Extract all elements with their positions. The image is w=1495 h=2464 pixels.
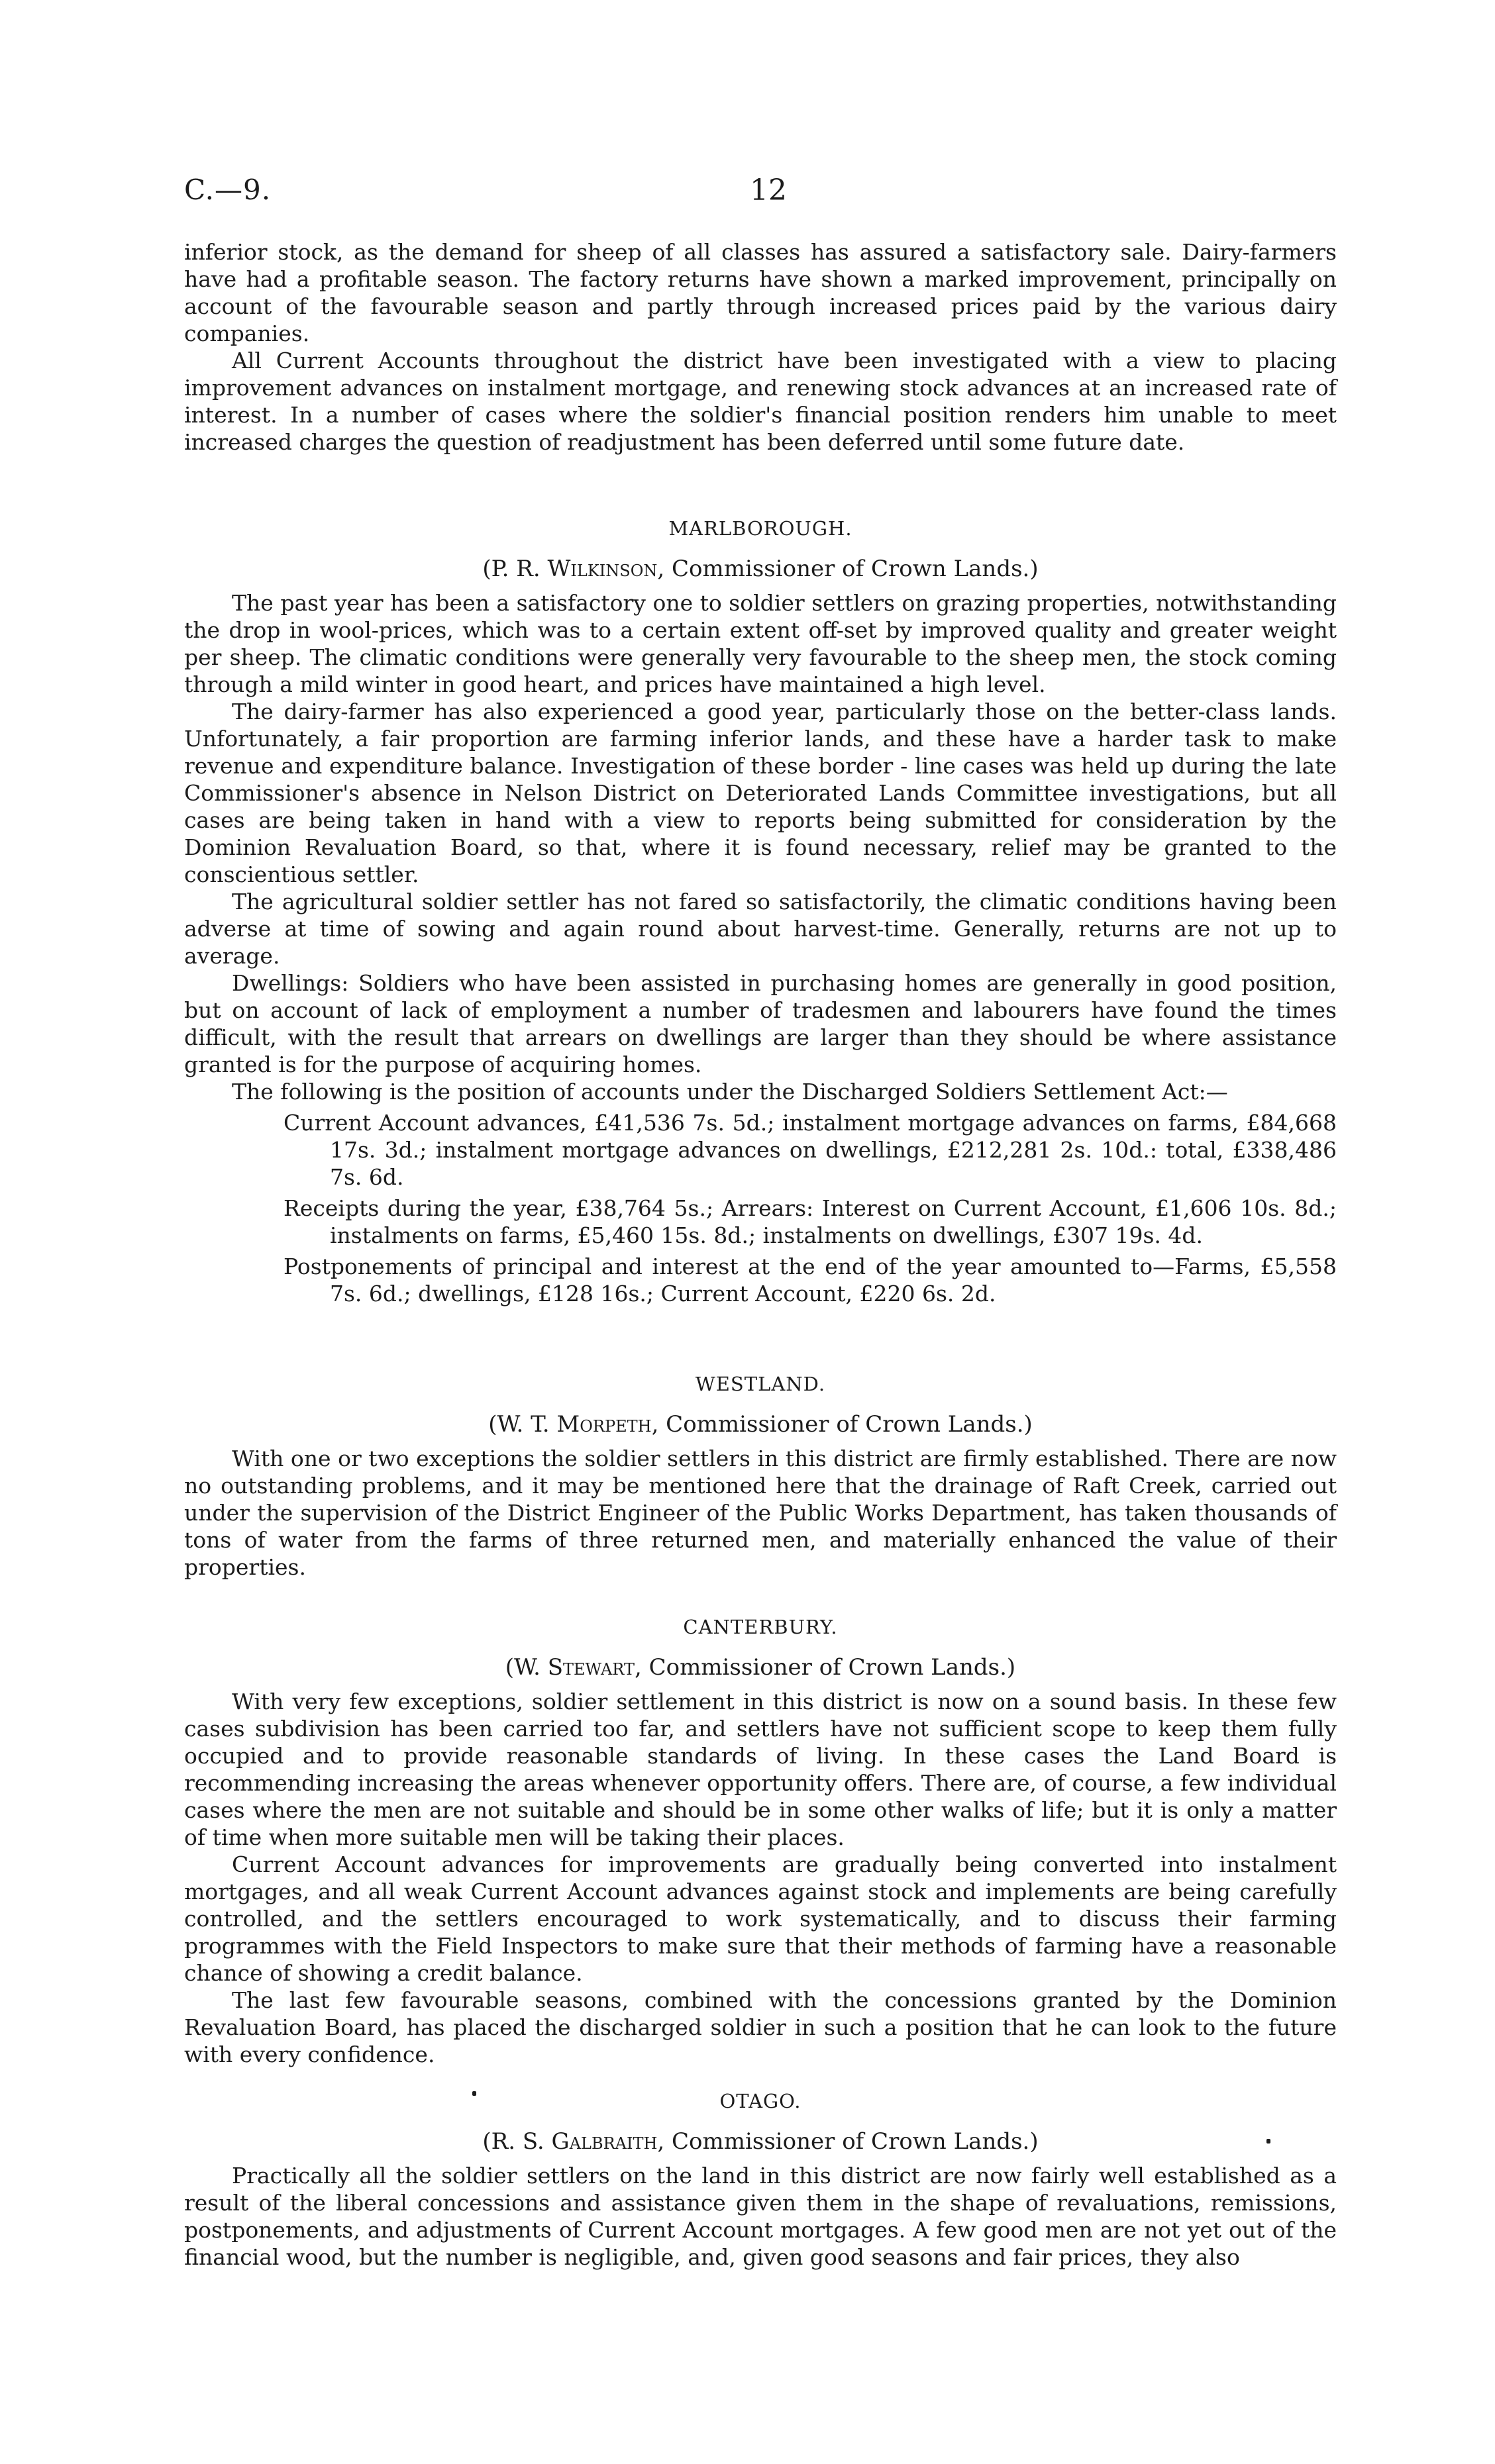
commissioner-line: (W. Stewart, Commissioner of Crown Lands.) (505, 1654, 1016, 1681)
section-title: MARLBOROUGH. (668, 517, 852, 540)
section-title: WESTLAND. (695, 1373, 826, 1395)
paragraph: Dwellings: Soldiers who have been assisted in purchasing homes are generally in good position, but on account of lack of employment a number of tradesmen and labourers have found the times difficult, with the result that arrears on dwellings are larger than they should be where assistance granted is for the purpose of acquiring homes. (184, 970, 1337, 1077)
section-westland (184, 1371, 1337, 1581)
accounts-entry: Current Account advances, £41,536 7s. 5d.; instalment mortgage advances on farms, £84,668 17s. 3d.; instalment mortgage advances on dwellings, £212,281 2s. 10d.: total, £338,486 7s. 6d. (284, 1110, 1337, 1190)
commissioner-name: Stewart (547, 1654, 635, 1681)
commissioner-name: Wilkinson (547, 556, 658, 582)
commissioner-line: (P. R. Wilkinson, Commissioner of Crown Lands.) (482, 556, 1039, 582)
page-body (184, 238, 1337, 2271)
ink-speck (1266, 2139, 1270, 2144)
ink-speck (472, 2091, 476, 2096)
commissioner-name: Morpeth (556, 1411, 652, 1438)
paragraph: The past year has been a satisfactory one to soldier settlers on grazing properties, notwithstanding the drop in wool-prices, which was to a certain extent off-set by improved quality and greater weight per sheep. The climatic conditions were generally very favourable to the sheep men, the stock coming through a mild winter in good heart, and prices have maintained a high level. (184, 590, 1337, 697)
accounts-entry: Receipts during the year, £38,764 5s.; Arrears: Interest on Current Account, £1,606 10s. 8d.; instalments on farms, £5,460 15s. 8d.; instalments on dwellings, £307 19s. 4d. (284, 1195, 1337, 1248)
commissioner-line: (R. S. Galbraith, Commissioner of Crown Lands.) (482, 2128, 1039, 2155)
commissioner-name: Galbraith (551, 2128, 658, 2155)
section-title: CANTERBURY. (683, 1616, 838, 1638)
intro-paragraph: inferior stock, as the demand for sheep of all classes has assured a satisfactory sale. Dairy-farmers have had a profitable season. The factory returns have shown a marked improvement, principally on account of the favourable season and partly through increased prices paid by the various dairy companies. (184, 239, 1337, 346)
page-header (184, 173, 1337, 213)
paragraph: Practically all the soldier settlers on the land in this district are now fairly well established as a result of the liberal concessions and assistance given them in the shape of revaluations, remissions, postponements, and adjustments of Current Account mortgages. A few good men are not yet out of the financial wood, but the number is negligible, and, given good seasons and fair prices, they also (184, 2163, 1337, 2270)
paragraph: The dairy-farmer has also experienced a good year, particularly those on the better-class lands. Unfortunately, a fair proportion are farming inferior lands, and these have a harder task to make revenue and expenditure balance. Investigation of these border - line cases was held up during the late Commissioner's absence in Nelson District on Deteriorated Lands Committee investigations, but all cases are being taken in hand with a view to reports being submitted for consideration by the Dominion Revaluation Board, so that, where it is found necessary, relief may be granted to the conscientious settler. (184, 699, 1337, 887)
page-number: 12 (750, 173, 787, 207)
intro-paragraph: All Current Accounts throughout the district have been investigated with a view to placing improvement advances on instalment mortgage, and renewing stock advances at an increased rate of interest. In a number of cases where the soldier's financial position renders him unable to meet increased charges the question of readjustment has been deferred until some future date. (184, 348, 1337, 455)
accounts-entry: Postponements of principal and interest at the end of the year amounted to—Farms, £5,558 7s. 6d.; dwellings, £128 16s.; Current Account, £220 6s. 2d. (284, 1254, 1337, 1306)
section-marlborough (184, 515, 1337, 1307)
paragraph: The agricultural soldier settler has not fared so satisfactorily, the climatic conditions having been adverse at time of sowing and again round about harvest-time. Generally, returns are not up to average. (184, 889, 1337, 969)
section-canterbury (184, 1614, 1337, 2068)
paragraph: Current Account advances for improvements are gradually being converted into instalment mortgages, and all weak Current Account advances against stock and implements are being carefully controlled, and the settlers encouraged to work systematically, and to discuss their farming programmes with the Field Inspectors to make sure that their methods of farming have a reasonable chance of showing a credit balance. (184, 1851, 1337, 1986)
commissioner-line: (W. T. Morpeth, Commissioner of Crown Lands.) (488, 1411, 1033, 1438)
paragraph: With very few exceptions, soldier settlement in this district is now on a sound basis. In these few cases subdivision has been carried too far, and settlers have not sufficient scope to keep them fully occupied and to provide reasonable standards of living. In these cases the Land Board is recommending increasing the areas whenever opportunity offers. There are, of course, a few individual cases where the men are not suitable and should be in some other walks of life; but it is only a matter of time when more suitable men will be taking their places. (184, 1689, 1337, 1850)
paragraph: The following is the position of accounts under the Discharged Soldiers Settlement Act:— (232, 1079, 1228, 1105)
document-reference: C.—9. (184, 173, 272, 206)
section-title: OTAGO. (719, 2090, 801, 2112)
paragraph: With one or two exceptions the soldier settlers in this district are firmly established. There are now no outstanding problems, and it may be mentioned here that the drainage of Raft Creek, carried out under the supervision of the District Engineer of the Public Works Department, has taken thousands of tons of water from the farms of three returned men, and materially enhanced the value of their properties. (184, 1446, 1337, 1580)
section-otago (184, 2088, 1337, 2271)
paragraph: The last few favourable seasons, combined with the concessions granted by the Dominion Revaluation Board, has placed the discharged soldier in such a position that he can look to the future with every confidence. (184, 1987, 1337, 2067)
